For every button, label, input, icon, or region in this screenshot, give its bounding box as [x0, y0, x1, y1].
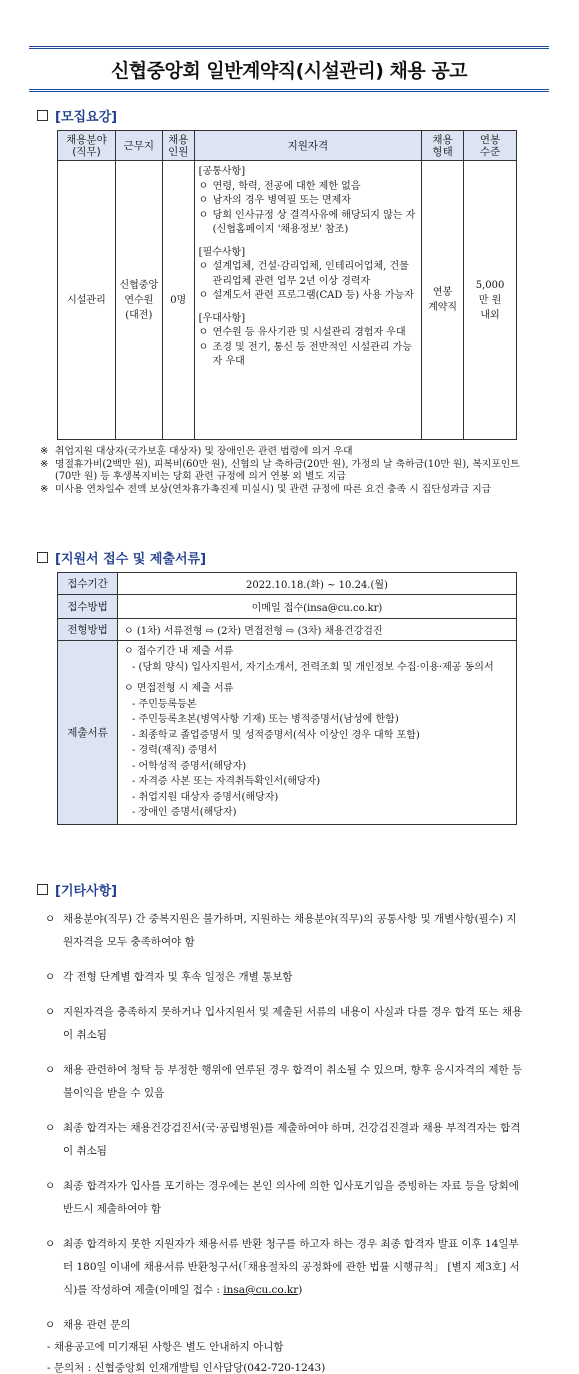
- cell-qualification: [194, 161, 421, 440]
- list-item: ㅇ 채용분야(직무) 간 중복지원은 불가하며, 지원하는 채용분야(직무)의 공통사항 및 개별사항(필수) 지원자격을 모두 충족하여야 함: [45, 913, 517, 948]
- section-apply-heading: [37, 548, 206, 567]
- list-item: ㅇ 당회 인사규정 상 결격사유에 해당되지 않는 자(신협홈페이지 '채용정보' 참조): [198, 209, 416, 235]
- cell-salary: 5,000 만 원 내외: [464, 161, 517, 440]
- header-location: 근무지: [115, 131, 162, 161]
- cell-field: 시설관리: [58, 161, 116, 440]
- list-item: ㅇ 연령, 학력, 전공에 대한 제한 없음: [198, 180, 361, 192]
- recruit-table: [57, 130, 517, 440]
- list-item: ㅇ 채용 관련 문의: [45, 1314, 523, 1337]
- list-item: - 최종학교 졸업증명서 및 성적증명서(석사 이상인 경우 대학 포함): [132, 729, 420, 741]
- list-item: ㅇ 조경 및 전기, 통신 등 전반적인 시설관리 가능자 우대: [198, 341, 412, 367]
- inquiry-item: - 문의처 : 신협중앙회 인재개발팀 인사담당(042-720-1243): [47, 1362, 326, 1374]
- required-title: [필수사항]: [198, 246, 246, 258]
- cell-location: 신협중앙 연수원 (대전): [115, 161, 162, 440]
- etc-list: [45, 908, 523, 1374]
- list-item: ㅇ 최종 합격자가 입사를 포기하는 경우에는 본인 의사에 의한 입사포기임을 증빙하는 자료 등을 당회에 반드시 제출하여야 함: [45, 1180, 519, 1215]
- list-item: ㅇ 연수원 등 유사기관 및 시설관리 경험자 우대: [198, 327, 406, 338]
- section-apply-title: [지원서 접수 및 제출서류]: [55, 552, 207, 567]
- process-value: ㅇ (1차) 서류전형 ⇨ (2차) 면접전형 ⇨ (3차) 채용건강검진: [118, 619, 517, 641]
- header-qualification: 지원자격: [194, 131, 421, 161]
- docs-value: [118, 641, 517, 825]
- list-item: - 취업지원 대상자 증명서(해당자): [132, 791, 279, 803]
- preferred-title: [우대사항]: [198, 312, 246, 324]
- docs-stage1-title: ㅇ 접수기간 내 제출 서류: [124, 646, 234, 657]
- list-item: - (당회 양식) 입사지원서, 자기소개서, 전력조회 및 개인정보 수집·이용·제공 동의서: [132, 661, 494, 673]
- list-item: - 자격증 사본 또는 자격취득확인서(해당자): [132, 776, 321, 787]
- list-item: ㅇ 설계도서 관련 프로그램(CAD 등) 사용 가능자: [198, 290, 414, 301]
- list-item: ㅇ 최종 합격하지 못한 지원자가 채용서류 반환 청구를 하고자 하는 경우 최종 합격자 발표 이후 14일부터 180일 이내에 채용서류 반환청구서(「채용절차의 공정화에 관한 법률 시행규칙」 [별지 제3호] 서식)를 작성하여 제출(이메일 접수 : insa@cu.co.kr): [45, 1238, 520, 1296]
- header-salary: 연봉 수준: [464, 131, 517, 161]
- note-item: ※ 미사용 연차일수 전액 보상(연차휴가촉진제 미실시) 및 관련 규정에 따른 요건 충족 시 집단성과급 지급: [40, 483, 492, 495]
- section-recruit-heading: [37, 106, 117, 125]
- list-item: - 장애인 증명서(해당자): [132, 807, 237, 818]
- list-item: ㅇ 채용 관련하여 청탁 등 부정한 행위에 연루된 경우 합격이 취소될 수 있으며, 향후 응시자격의 제한 등 불이익을 받을 수 있음: [45, 1064, 523, 1099]
- section-etc-heading: [37, 880, 117, 899]
- header-type: 채용 형태: [422, 131, 464, 161]
- docs-stage2-title: ㅇ 면접전형 시 제출 서류: [124, 683, 234, 694]
- list-item: - 어학성적 증명서(해당자): [132, 760, 247, 772]
- inquiry-title: 채용 관련 문의: [63, 1319, 131, 1331]
- recruit-notes: [40, 446, 525, 496]
- process-label: 전형방법: [58, 619, 118, 641]
- page-title: 신협중앙회 일반계약직(시설관리) 채용 공고: [110, 59, 468, 82]
- list-item: ㅇ 설계업체, 건설·감리업체, 인테리어업체, 건물관리업체 관련 업무 2년 이상 경력자: [198, 261, 409, 287]
- page-title-box: [29, 46, 549, 92]
- note-item: ※ 명절휴가비(2백만 원), 피복비(60만 원), 신협의 날 축하금(20만 원), 가정의 날 축하금(10만 원), 복지포인트(70만 원) 등 후생복지비는 당회 관련 규정에 의거 연봉 외 별도 지급: [40, 458, 520, 482]
- method-value: 이메일 접수(insa@cu.co.kr): [118, 595, 517, 619]
- header-field: 채용분야 (직무): [58, 131, 116, 161]
- method-label: 접수방법: [58, 595, 118, 619]
- list-item: ㅇ 지원자격을 충족하지 못하거나 입사지원서 및 제출된 서류의 내용이 사실과 다를 경우 합격 또는 채용이 취소됨: [45, 1006, 523, 1041]
- section-etc-title: [기타사항]: [55, 884, 118, 899]
- inquiry-item: - 채용공고에 미기재된 사항은 별도 안내하지 아니함: [47, 1341, 284, 1353]
- checkbox-square-icon: [37, 884, 48, 895]
- period-value: 2022.10.18.(화) ~ 10.24.(월): [118, 573, 517, 595]
- cell-type: 연봉 계약직: [422, 161, 464, 440]
- period-label: 접수기간: [58, 573, 118, 595]
- checkbox-square-icon: [37, 110, 48, 121]
- email-link[interactable]: insa@cu.co.kr: [223, 1284, 299, 1296]
- header-count: 채용 인원: [162, 131, 194, 161]
- list-item: - 주민등록초본(병역사항 기재) 또는 병적증명서(남성에 한함): [132, 714, 399, 725]
- list-item: ㅇ 최종 합격자는 채용건강검진서(국·공립병원)를 제출하여야 하며, 건강검진결과 채용 부적격자는 합격이 취소됨: [45, 1122, 521, 1157]
- docs-label: 제출서류: [58, 641, 118, 825]
- section-recruit-title: [모집요강]: [55, 110, 118, 125]
- checkbox-square-icon: [37, 552, 48, 563]
- cell-count: 0명: [162, 161, 194, 440]
- note-item: ※ 취업지원 대상자(국가보훈 대상자) 및 장애인은 관련 법령에 의거 우대: [40, 446, 353, 457]
- list-item: - 경력(재직) 증명서: [132, 745, 218, 756]
- list-item: - 주민등록등본: [132, 698, 197, 710]
- list-item: ㅇ 남자의 경우 병역필 또는 면제자: [198, 195, 351, 206]
- apply-table: [57, 572, 517, 825]
- list-item: ㅇ 각 전형 단계별 합격자 및 후속 일정은 개별 통보함: [45, 971, 293, 983]
- common-title: [공통사항]: [198, 166, 246, 177]
